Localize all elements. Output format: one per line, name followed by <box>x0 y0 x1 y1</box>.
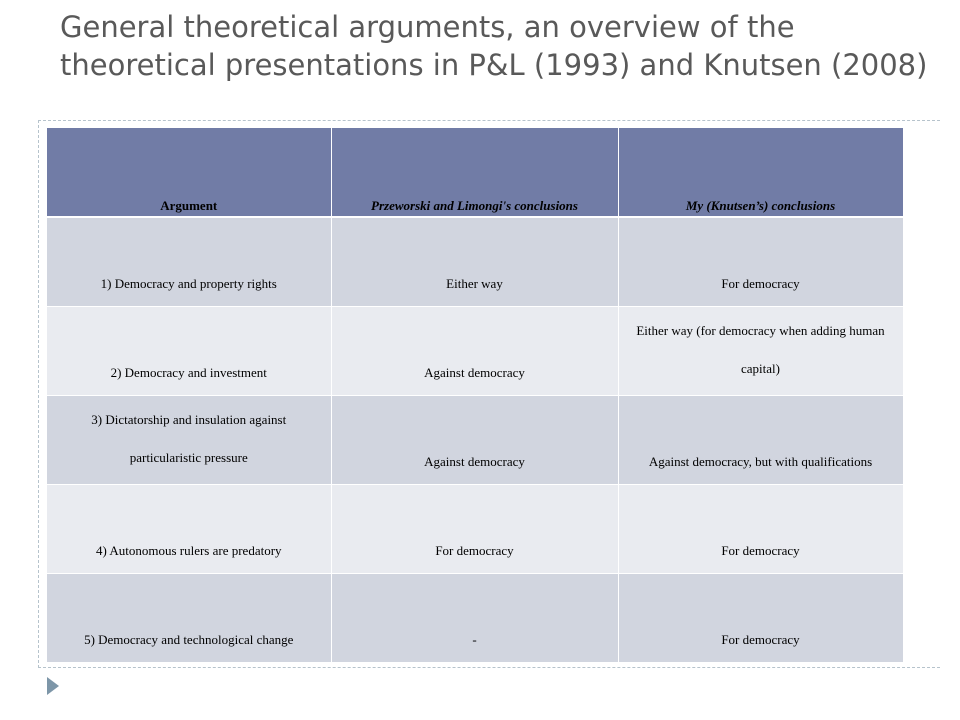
pl-conclusion-cell <box>331 485 618 574</box>
cell-text: 3) Dictatorship and insulation against particularistic pressure <box>91 411 287 465</box>
argument-cell <box>47 396 331 485</box>
cell-text: 1) Democracy and property rights <box>100 276 277 291</box>
cell-text: Against democracy, but with qualifications <box>648 454 873 469</box>
argument-cell <box>47 574 331 663</box>
argument-cell <box>47 307 331 396</box>
cell-text: For democracy <box>721 632 800 647</box>
cell-text: Either way <box>446 276 503 291</box>
argument-cell <box>47 217 331 307</box>
table-row <box>47 307 903 396</box>
cell-text: For democracy <box>721 543 800 558</box>
cell-text: - <box>472 632 477 647</box>
knutsen-conclusion-cell <box>618 396 903 485</box>
top-divider <box>38 120 940 121</box>
table-row <box>47 574 903 663</box>
cell-text: Either way (for democracy when adding human capital) <box>636 322 885 376</box>
argument-cell <box>47 485 331 574</box>
knutsen-conclusion-cell <box>618 574 903 663</box>
cell-text: Against democracy <box>424 454 525 469</box>
table-row <box>47 396 903 485</box>
cell-text: Against democracy <box>424 365 525 380</box>
pl-conclusion-cell <box>331 217 618 307</box>
column-header-pl-conclusions: Przeworski and Limongi's conclusions <box>331 128 618 217</box>
bottom-divider <box>38 667 940 668</box>
knutsen-conclusion-cell <box>618 307 903 396</box>
knutsen-conclusion-cell <box>618 217 903 307</box>
cell-text: 2) Democracy and investment <box>110 365 267 380</box>
knutsen-conclusion-cell <box>618 485 903 574</box>
table-row <box>47 217 903 307</box>
comparison-table <box>47 128 904 663</box>
cell-text: 5) Democracy and technological change <box>84 632 294 647</box>
table-header-row <box>47 128 903 217</box>
pl-conclusion-cell <box>331 396 618 485</box>
cell-text: For democracy <box>721 276 800 291</box>
pl-conclusion-cell <box>331 307 618 396</box>
triangle-bullet-icon <box>47 677 59 695</box>
pl-conclusion-cell <box>331 574 618 663</box>
cell-text: 4) Autonomous rulers are predatory <box>95 543 282 558</box>
cell-text: For democracy <box>435 543 514 558</box>
column-header-knutsen-conclusions: My (Knutsen’s) conclusions <box>618 128 903 217</box>
table-row <box>47 485 903 574</box>
slide-title: General theoretical arguments, an overview of the theoretical presentations in P&L (1993) and Knutsen (2008) <box>60 10 928 82</box>
column-header-argument: Argument <box>47 128 331 217</box>
left-divider <box>38 120 39 668</box>
